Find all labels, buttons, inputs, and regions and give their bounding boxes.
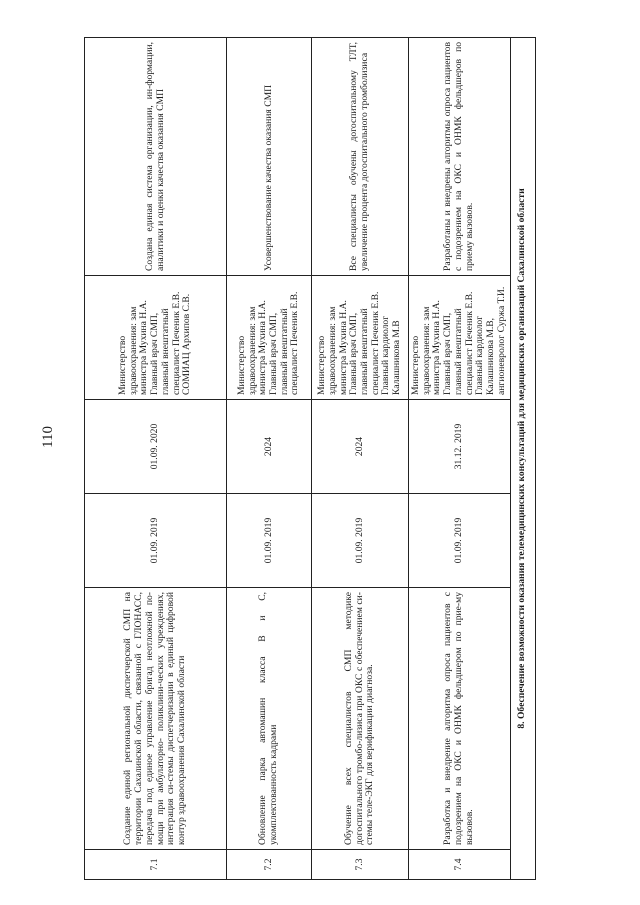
section-heading: 8. Обеспечение возможности оказания телемедицинских консультаций для медицинских организаций Сахалинской области [510,38,535,880]
measures-table [84,37,536,880]
responsible-cell: Министерство здравоохранения: зам министра Мухина Н.А. Главный врач СМП, главный внештатный специалист Печеник Е.В. СОМИАЦ Архипов С.В. [85,276,227,400]
row-number: 7.2 [227,850,312,880]
page-number: 110 [40,426,56,448]
start-date-cell: 01.09. 2019 [227,494,312,588]
start-date-cell: 01.09. 2019 [85,494,227,588]
table-row [227,38,312,880]
result-cell: Разработаны и внедрены алгоритмы опроса пациентов с подозрением на ОКС и ОНМК фельдшеров по приему вызовов. [409,38,511,276]
activity-cell: Обновление парка автомашин класса В и С, укомплектованность кадрами [227,588,312,850]
start-date-cell: 01.09. 2019 [409,494,511,588]
start-date-cell: 01.09. 2019 [312,494,409,588]
responsible-cell: Министерство здравоохранения: зам министра Мухина Н.А. Главный врач СМП, главный внештатный специалист Печеник Е.В. Главный кардиолог Калашникова М.В, ангионевролог Суржа Т.И. [409,276,511,400]
result-cell: Все специалисты обучены догоспитальному ТЛТ, увеличение процента догоспитального тромболизиса [312,38,409,276]
row-number: 7.1 [85,850,227,880]
activity-cell: Обучение всех специалистов СМП методике догоспитального тромбо-лизиса при ОКС с обеспечением си-стемы теле-ЭКГ для верификации диагноза. [312,588,409,850]
result-cell: Создана единая система организации, ин-формации, аналитики и оценки качества оказания СМП [85,38,227,276]
result-cell: Усовершенствование качества оказания СМП [227,38,312,276]
table-row [312,38,409,880]
table-row [85,38,227,880]
section-heading-row [510,38,535,880]
table-row [409,38,511,880]
end-date-cell: 31.12. 2019 [409,400,511,494]
rotated-table-page [84,38,529,880]
activity-cell: Разработка и внедрение алгоритма опроса пациентов с подозрением на ОКС и ОНМК фельдшером по прие-му вызовов. [409,588,511,850]
activity-cell: Создание единой региональной диспетчерской СМП на территории Сахалинской области, связанной с ГЛОНАСС, передача под единое управление бригад неотложной по-мощи при амбулаторно- поликлини-ческих учреждениях, интеграция си-стемы диспетчеризации в единый цифровой контур здравоохранения Сахалинской области [85,588,227,850]
row-number: 7.4 [409,850,511,880]
responsible-cell: Министерство здравоохранения: зам министра Мухина Н.А. Главный врач СМП, главный внештатный специалист Печеник Е.В. Главный кардиолог Калашникова М.В [312,276,409,400]
end-date-cell: 2024 [227,400,312,494]
end-date-cell: 2024 [312,400,409,494]
row-number: 7.3 [312,850,409,880]
end-date-cell: 01.09. 2020 [85,400,227,494]
responsible-cell: Министерство здравоохранения: зам министра Мухина Н.А. Главный врач СМП, главный внештатный специалист Печеник Е.В. [227,276,312,400]
